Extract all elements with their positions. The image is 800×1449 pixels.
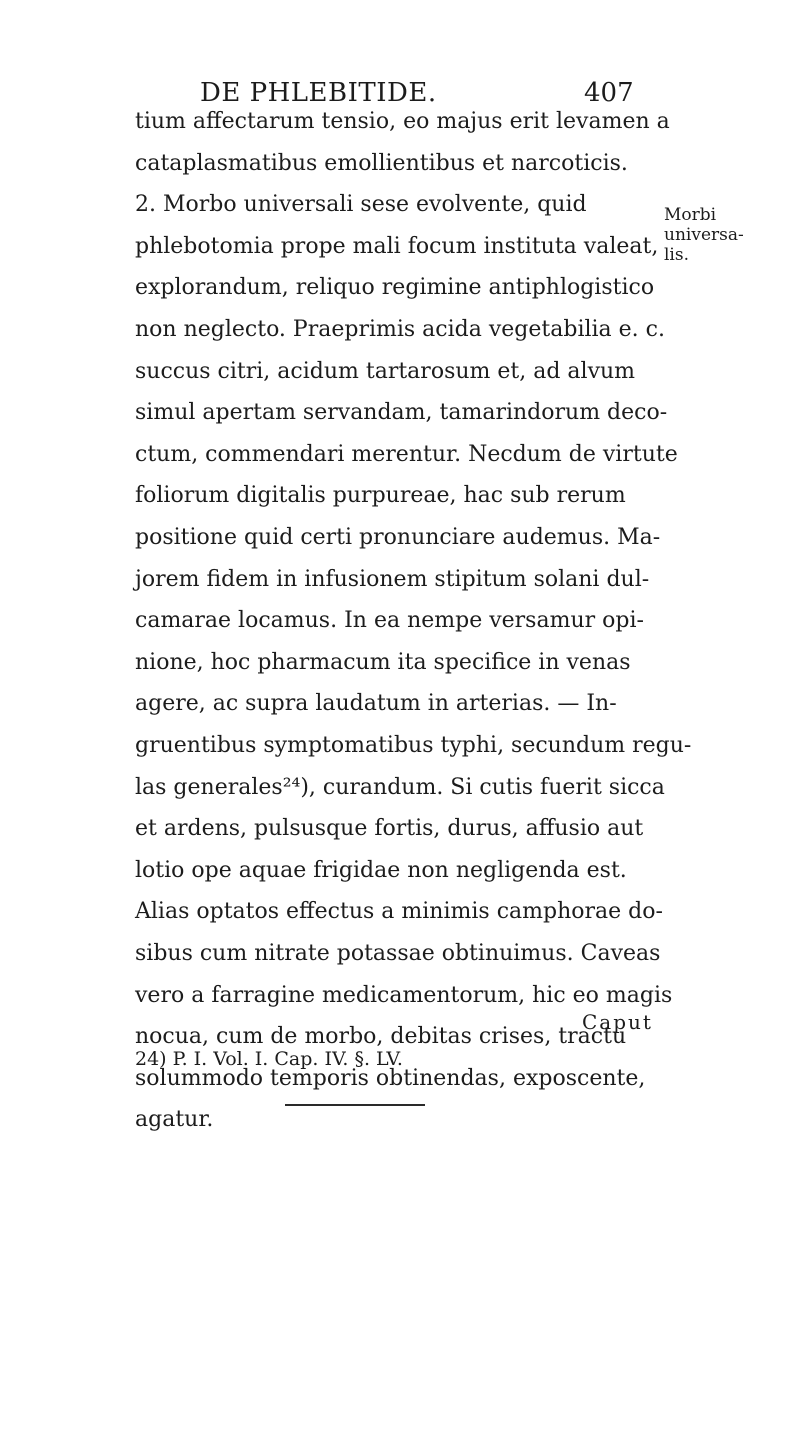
text-line: sibus cum nitrate potassae obtinuimus. Caveas [135,941,661,966]
text-line: et ardens, pulsusque fortis, durus, affusio aut [135,816,644,841]
text-line: ctum, commendari merentur. Necdum de virtute [135,442,678,467]
text-line: cataplasmatibus emollientibus et narcoticis. [135,151,628,176]
text-line: nocua, cum de morbo, debitas crises, tractu [135,1024,627,1049]
text-line: simul apertam servandam, tamarindorum deco- [135,400,668,425]
text-line: lotio ope aquae frigidae non negligenda est. [135,858,627,883]
text-line: las generales²⁴), curandum. Si cutis fuerit sicca [135,775,665,800]
text-line: 2. Morbo universali sese evolvente, quid [135,192,587,217]
text-line: gruentibus symptomatibus typhi, secundum regu- [135,733,692,758]
margin-note-line: lis. [664,245,690,265]
text-line: explorandum, reliquo regimine antiphlogistico [135,275,655,300]
margin-note-line: universa- [664,225,744,245]
text-line: jorem fidem in infusionem stipitum solani dul- [135,567,650,592]
page-number: 407 [584,78,634,108]
text-line: positione quid certi pronunciare audemus. Ma- [135,525,661,550]
text-line: Alias optatos effectus a minimis camphorae do- [135,899,663,924]
text-line: tium affectarum tensio, eo majus erit levamen a [135,109,670,134]
text-line: vero a farragine medicamentorum, hic eo magis [135,983,673,1008]
footer-rule [285,1104,425,1106]
text-line: foliorum digitalis purpureae, hac sub rerum [135,483,626,508]
catchword: Caput [582,1010,653,1034]
text-line: agatur. [135,1107,214,1132]
text-line: non neglecto. Praeprimis acida vegetabilia e. c. [135,317,665,342]
text-line: succus citri, acidum tartarosum et, ad alvum [135,359,636,384]
margin-note-line: Morbi [664,205,717,225]
running-head: DE PHLEBITIDE. [200,78,437,108]
text-line: phlebotomia prope mali focum instituta valeat, [135,234,659,259]
text-line: nione, hoc pharmacum ita specifice in venas [135,650,631,675]
footnote: 24) P. I. Vol. I. Cap. IV. §. LV. [135,1048,403,1070]
text-line: agere, ac supra laudatum in arterias. — In- [135,691,617,716]
text-line: camarae locamus. In ea nempe versamur opi- [135,608,644,633]
text-line: solummodo temporis obtinendas, exposcente, [135,1066,646,1091]
